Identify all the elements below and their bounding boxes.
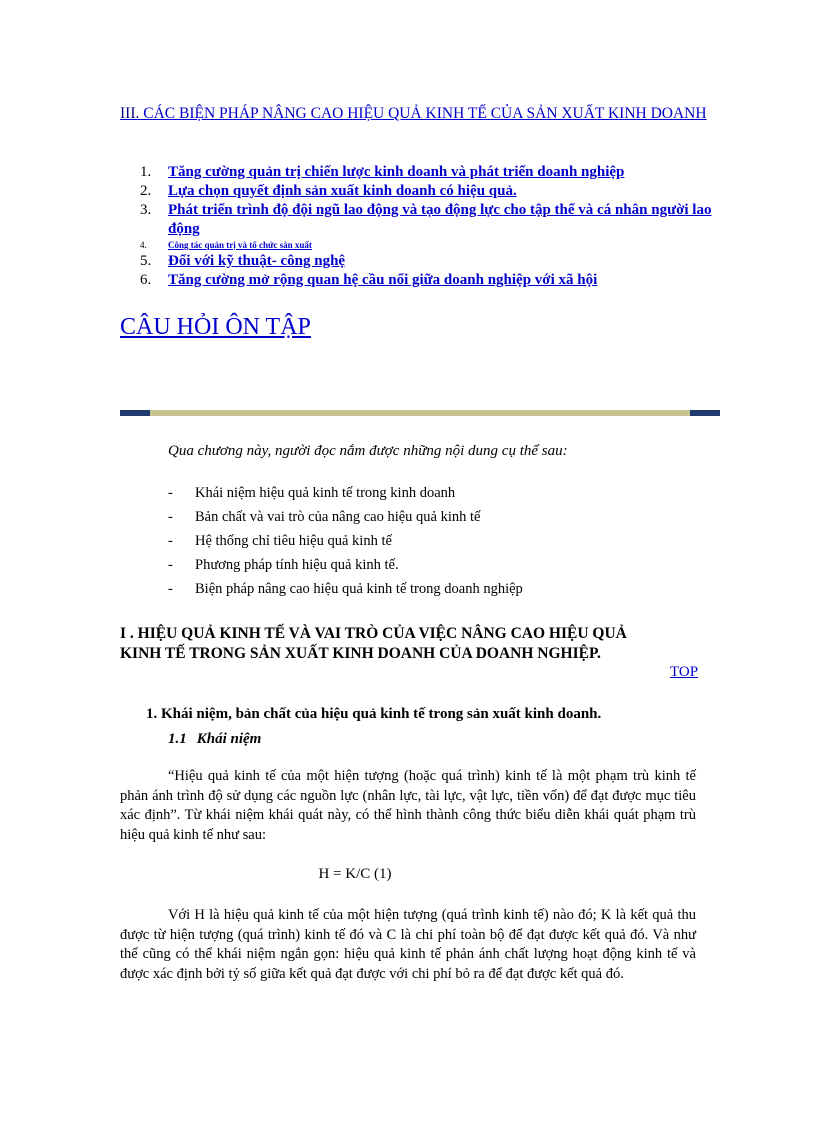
paragraph-definition: “Hiệu quả kinh tế của một hiện tượng (hoặc quá trình) kinh tế là một phạm trù kinh tế phản ánh trình độ sử dụng các nguồn lực (nhân lực, tài lực, vật lực, tiền vốn) để đạt được mục tiêu xác định”. Từ khái niệm khái quát này, có thể hình thành công thức biểu diễn khái quát phạm trù hiệu quả kinh tế như sau: (120, 768, 696, 843)
list-item[interactable]: 2. Lựa chọn quyết định sản xuất kinh doanh có hiệu quả. (140, 183, 517, 199)
subsection-1-heading: 1. Khái niệm, bản chất của hiệu quả kinh tế trong sản xuất kinh doanh. (146, 706, 602, 722)
subsection-title: Khái niệm (196, 731, 262, 747)
review-questions-link[interactable]: CÂU HỎI ÔN TẬP (120, 314, 311, 340)
review-questions-heading[interactable] (120, 312, 311, 342)
subsection-1-1-heading (168, 729, 261, 749)
section-3-heading[interactable] (120, 104, 710, 124)
divider-bar (120, 410, 720, 416)
toc-link-6[interactable]: Tăng cường mở rộng quan hệ cầu nối giữa doanh nghiệp với xã hội (168, 272, 598, 288)
toc-link-2[interactable]: Lựa chọn quyết định sản xuất kinh doanh có hiệu quả. (168, 183, 517, 199)
list-item: - Phương pháp tính hiệu quả kinh tế. (168, 557, 399, 573)
section-3-link[interactable] (120, 105, 707, 122)
toc-link-3[interactable]: Phát triển trình độ đội ngũ lao động và tạo động lực cho tập thể và cá nhân người lao động (168, 202, 712, 237)
toc-link-1[interactable]: Tăng cường quản trị chiến lược kinh doanh và phát triển doanh nghiệp (168, 164, 625, 180)
list-item[interactable]: 6. Tăng cường mở rộng quan hệ cầu nối giữa doanh nghiệp với xã hội (140, 272, 598, 288)
toc-link-5[interactable]: Đổi với kỹ thuật- công nghệ (168, 253, 346, 269)
list-item[interactable]: 3. Phát triển trình độ đội ngũ lao động và tạo động lực cho tập thể và cá nhân người lao động (140, 202, 712, 237)
toc-link-4[interactable]: Công tác quản trị và tổ chức sản xuất (168, 240, 312, 250)
list-item: - Khái niệm hiệu quả kinh tế trong kinh doanh (168, 485, 456, 501)
list-item: - Hệ thống chỉ tiêu hiệu quả kinh tế (168, 533, 392, 549)
intro-list (168, 481, 523, 601)
list-item[interactable]: 5. Đổi với kỹ thuật- công nghệ (140, 253, 346, 269)
list-item[interactable]: 1. Tăng cường quản trị chiến lược kinh doanh và phát triển doanh nghiệp (140, 164, 625, 180)
top-link[interactable]: TOP (670, 664, 699, 680)
intro-lead: Qua chương này, người đọc nắm được những nội dung cụ thể sau: (168, 443, 568, 459)
section-3-number: III. (120, 105, 140, 122)
list-item[interactable]: 4. Công tác quản trị và tổ chức sản xuất (140, 240, 312, 250)
list-item: - Biện pháp nâng cao hiệu quả kinh tế trong doanh nghiệp (168, 581, 523, 597)
subsection-number: 1.1 (168, 731, 187, 747)
formula: H = K/C (1) (318, 866, 392, 882)
section-3-list (140, 163, 720, 290)
section-1-heading: I . HIỆU QUẢ KINH TẾ VÀ VAI TRÒ CỦA VIỆC NÂNG CAO HIỆU QUẢ KINH TẾ TRONG SẢN XUẤT KINH DOANH CỦA DOANH NGHIỆP. (120, 625, 627, 662)
paragraph-explanation: Với H là hiệu quả kinh tế của một hiện tượng (quá trình kinh tế) nào đó; K là kết quả thu được từ hiện tượng (quá trình) kinh tế đó và C là chi phí toàn bộ để đạt được kết quả đó. Và như thế cũng có thể khái niệm ngắn gọn: hiệu quả kinh tế phản ánh chất lượng hoạt động kinh tế và được xác định bởi tỷ số giữa kết quả đạt được với chi phí bỏ ra để đạt được kết quả đó. (120, 907, 696, 982)
section-3-title: CÁC BIỆN PHÁP NÂNG CAO HIỆU QUẢ KINH TẾ CỦA SẢN XUẤT KINH DOANH (139, 105, 707, 122)
list-item: - Bản chất và vai trò của nâng cao hiệu quả kinh tế (168, 509, 481, 525)
